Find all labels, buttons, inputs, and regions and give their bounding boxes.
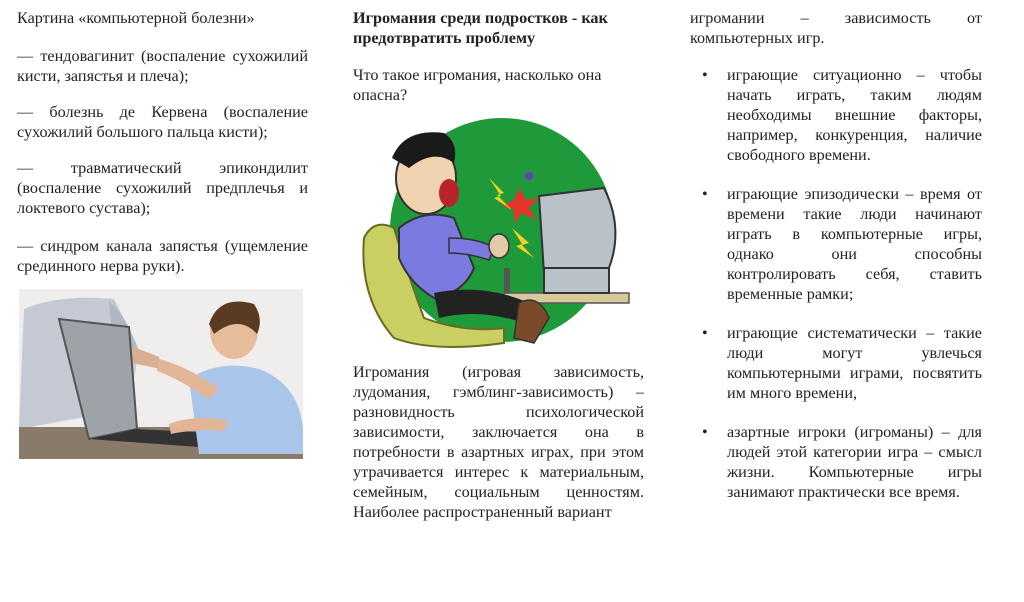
bullet-icon: • — [702, 324, 708, 342]
list-item-text: играющие ситуационно – чтобы начать играть, таким людям необходимы внешние факторы, например, конкуренция, наличие свободного времени. — [727, 66, 982, 164]
gamer-illustration — [354, 118, 630, 358]
list-item — [690, 422, 982, 502]
list-item-text: играющие систематически – такие люди могут увлечься компьютерными играми, посвятить им много времени, — [727, 324, 982, 402]
bullet-icon: • — [702, 66, 708, 84]
article-question: Что такое игромания, насколько она опасна? — [353, 66, 602, 104]
list-item — [690, 65, 982, 165]
disease-item-2: — болезнь де Кервена (воспаление сухожилий большого пальца кисти); — [17, 103, 308, 141]
gamer-types-list — [690, 65, 982, 521]
disease-item-3: — травматический эпикондилит (воспаление сухожилий предплечья и локтевого сустава); — [17, 159, 308, 217]
bullet-icon: • — [702, 423, 708, 441]
column1-title: Картина «компьютерной болезни» — [17, 9, 255, 27]
list-item — [690, 323, 982, 403]
disease-item-4: — синдром канала запястья (ущемление срединного нерва руки). — [17, 237, 308, 275]
list-item-text: азартные игроки (игроманы) – для людей этой категории игра – смысл жизни. Компьютерные игры занимают практически все время. — [727, 423, 982, 501]
boy-at-laptop-photo — [19, 289, 303, 459]
list-item — [690, 184, 982, 304]
bullet-icon: • — [702, 185, 708, 203]
list-item-text: играющие эпизодически – время от времени такие люди начинают играть в компьютерные игры, однако они способны контролировать себя, ставить временные рамки; — [727, 185, 982, 303]
article-heading: Игромания среди подростков - как предотвратить проблему — [353, 9, 608, 47]
disease-item-1: — тендовагинит (воспаление сухожилий кисти, запястья и плеча); — [17, 47, 308, 85]
continuation-text: игромании – зависимость от компьютерных игр. — [690, 9, 982, 47]
gaming-addiction-definition: Игромания (игровая зависимость, лудомания, гэмблинг-зависимость) – разновидность психологической зависимости, заключается она в потребности в азартных играх, при этом утрачивается интерес к материальным, семейным, социальным ценностям. Наиболее распространенный вариант — [353, 363, 644, 521]
